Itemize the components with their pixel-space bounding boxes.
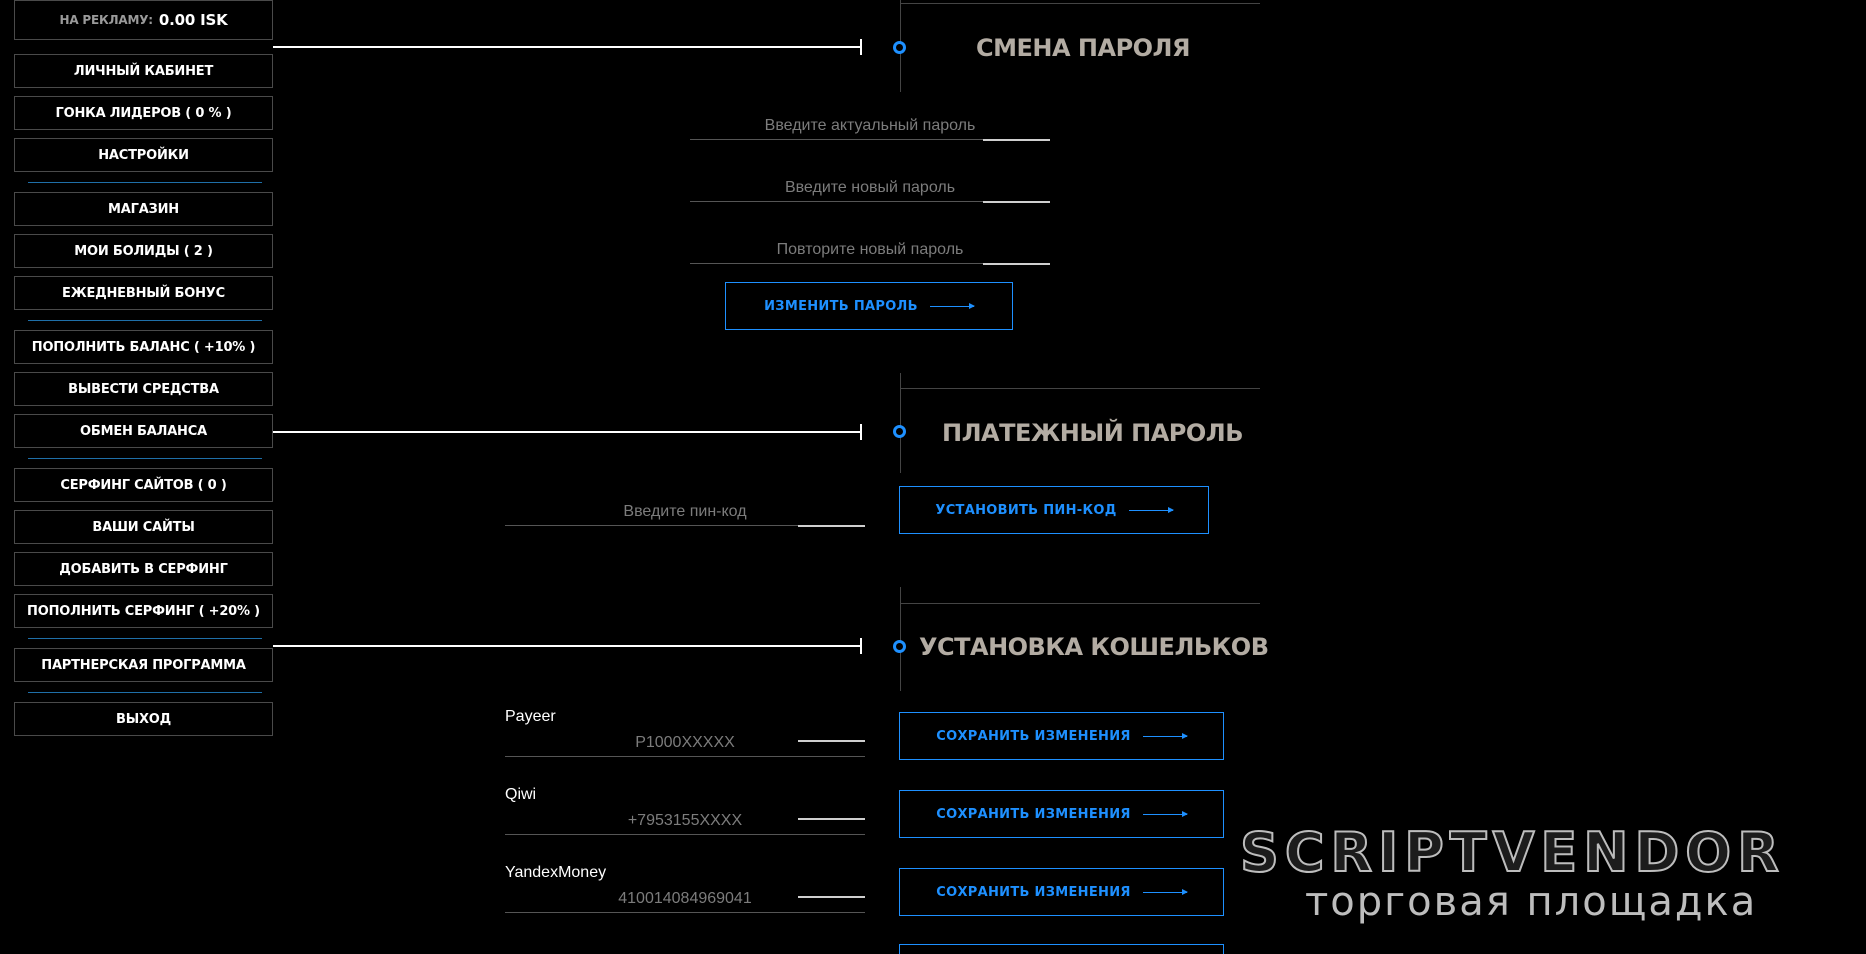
- wallet-label-yandexmoney: YandexMoney: [505, 864, 607, 881]
- sidebar-item-top-up-balance[interactable]: ПОПОЛНИТЬ БАЛАНС ( +10% ): [14, 330, 273, 364]
- connector-line: [273, 431, 861, 433]
- yandexmoney-wallet-input[interactable]: [505, 885, 865, 913]
- sidebar-item-cabinet[interactable]: ЛИЧНЫЙ КАБИНЕТ: [14, 54, 273, 88]
- ad-balance-value: 0.00 ISK: [158, 11, 228, 29]
- section-frame-line: [900, 603, 1260, 604]
- sidebar-item-logout[interactable]: ВЫХОД: [14, 702, 273, 736]
- sidebar-item-settings[interactable]: НАСТРОЙКИ: [14, 138, 273, 172]
- wallet-label-qiwi: Qiwi: [505, 786, 537, 803]
- sidebar-item-daily-bonus[interactable]: ЕЖЕДНЕВНЫЙ БОНУС: [14, 276, 273, 310]
- sidebar-item-leaders-race[interactable]: ГОНКА ЛИДЕРОВ ( 0 % ): [14, 96, 273, 130]
- section-marker-icon: [893, 425, 906, 438]
- field-accent: [983, 139, 1050, 141]
- save-wallet-button[interactable]: [899, 944, 1224, 954]
- field-accent: [798, 896, 865, 898]
- set-pin-label: УСТАНОВИТЬ ПИН-КОД: [935, 502, 1117, 518]
- sidebar-item-add-to-surfing[interactable]: ДОБАВИТЬ В СЕРФИНГ: [14, 552, 273, 586]
- section-frame-line: [900, 3, 1260, 4]
- repeat-password-input[interactable]: [690, 236, 1050, 264]
- save-yandexmoney-label: СОХРАНИТЬ ИЗМЕНЕНИЯ: [936, 884, 1131, 900]
- arrow-right-icon: [1143, 814, 1187, 815]
- save-qiwi-label: СОХРАНИТЬ ИЗМЕНЕНИЯ: [936, 806, 1131, 822]
- pin-input[interactable]: [505, 498, 865, 526]
- arrow-right-icon: [1143, 736, 1187, 737]
- connector-tick: [860, 638, 862, 654]
- field-accent: [798, 525, 865, 527]
- section-marker-icon: [893, 41, 906, 54]
- pin-section-title: ПЛАТЕЖНЫЙ ПАРОЛЬ: [942, 419, 1244, 447]
- sidebar-item-withdraw[interactable]: ВЫВЕСТИ СРЕДСТВА: [14, 372, 273, 406]
- ad-balance: [14, 0, 273, 40]
- watermark-subtitle: торговая площадка: [1305, 879, 1758, 925]
- wallet-label-payeer: Payeer: [505, 708, 556, 725]
- field-accent: [798, 740, 865, 742]
- sidebar-item-my-cars[interactable]: МОИ БОЛИДЫ ( 2 ): [14, 234, 273, 268]
- sidebar-item-your-sites[interactable]: ВАШИ САЙТЫ: [14, 510, 273, 544]
- save-payeer-label: СОХРАНИТЬ ИЗМЕНЕНИЯ: [936, 728, 1131, 744]
- arrow-right-icon: [930, 306, 974, 307]
- sidebar-divider: [28, 182, 262, 183]
- set-pin-button[interactable]: [899, 486, 1209, 534]
- ad-balance-label: НА РЕКЛАМУ:: [59, 13, 153, 27]
- current-password-input[interactable]: [690, 112, 1050, 140]
- qiwi-wallet-input[interactable]: [505, 807, 865, 835]
- field-accent: [983, 201, 1050, 203]
- connector-line: [273, 46, 861, 48]
- arrow-right-icon: [1129, 510, 1173, 511]
- watermark-logo: SCRIPTVENDOR: [1240, 821, 1785, 884]
- section-frame-line: [900, 388, 1260, 389]
- sidebar-item-surfing[interactable]: СЕРФИНГ САЙТОВ ( 0 ): [14, 468, 273, 502]
- arrow-right-icon: [1143, 892, 1187, 893]
- sidebar-divider: [28, 320, 262, 321]
- field-accent: [798, 818, 865, 820]
- field-accent: [983, 263, 1050, 265]
- new-password-input[interactable]: [690, 174, 1050, 202]
- sidebar-divider: [28, 638, 262, 639]
- connector-line: [273, 645, 861, 647]
- payeer-wallet-input[interactable]: [505, 729, 865, 757]
- connector-tick: [860, 424, 862, 440]
- section-marker-icon: [893, 640, 906, 653]
- save-payeer-button[interactable]: [899, 712, 1224, 760]
- change-password-button[interactable]: [725, 282, 1013, 330]
- sidebar-item-top-up-surfing[interactable]: ПОПОЛНИТЬ СЕРФИНГ ( +20% ): [14, 594, 273, 628]
- password-section-title: СМЕНА ПАРОЛЯ: [976, 34, 1190, 62]
- sidebar-divider: [28, 692, 262, 693]
- connector-tick: [860, 39, 862, 55]
- sidebar-item-partner-program[interactable]: ПАРТНЕРСКАЯ ПРОГРАММА: [14, 648, 273, 682]
- change-password-label: ИЗМЕНИТЬ ПАРОЛЬ: [764, 298, 918, 314]
- wallets-section-title: УСТАНОВКА КОШЕЛЬКОВ: [919, 633, 1269, 661]
- save-qiwi-button[interactable]: [899, 790, 1224, 838]
- sidebar-item-shop[interactable]: МАГАЗИН: [14, 192, 273, 226]
- sidebar-divider: [28, 458, 262, 459]
- save-yandexmoney-button[interactable]: [899, 868, 1224, 916]
- sidebar-item-exchange-balance[interactable]: ОБМЕН БАЛАНСА: [14, 414, 273, 448]
